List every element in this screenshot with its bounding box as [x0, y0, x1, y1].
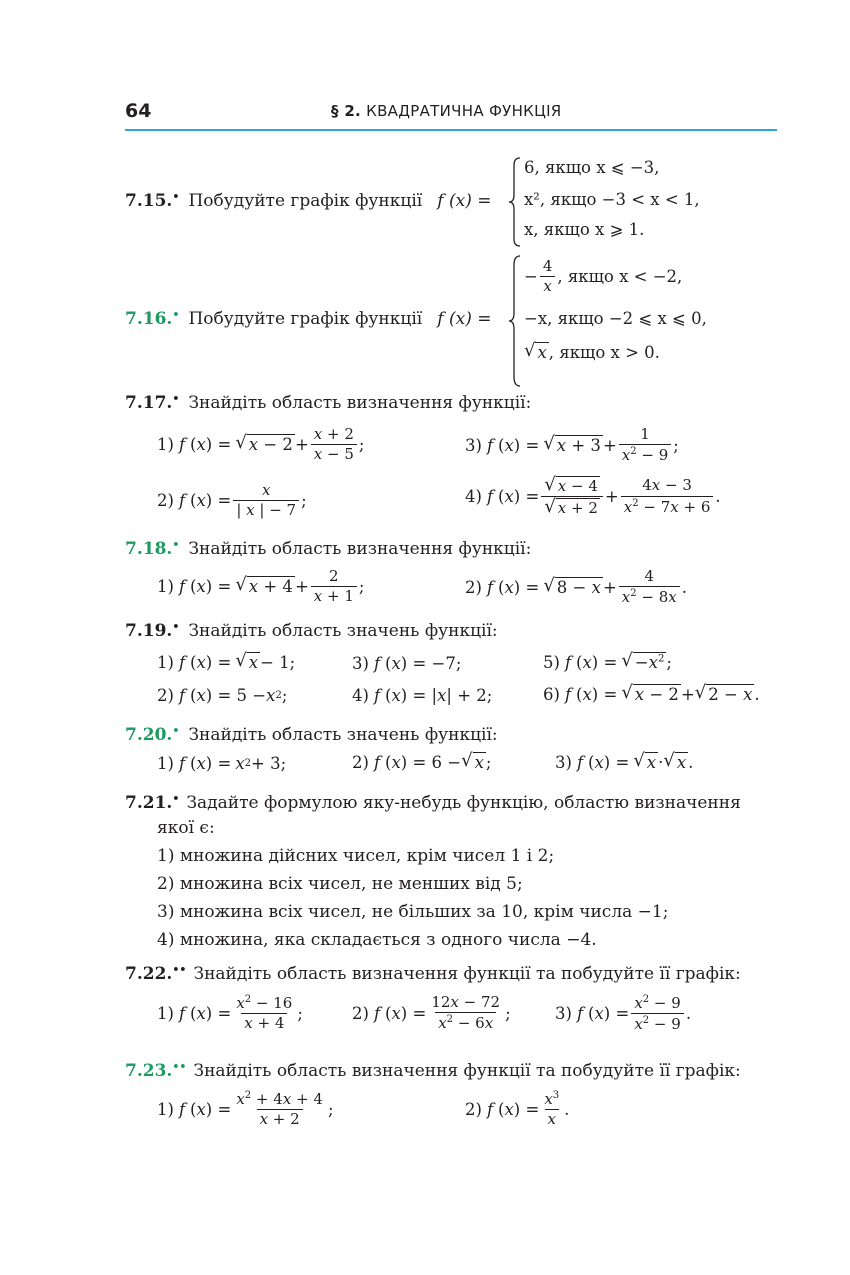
problem-number: 7.16. — [125, 309, 173, 329]
difficulty-dot: • — [172, 620, 180, 633]
problem-text: Задайте формулою яку-небудь функцію, областю визначення — [186, 793, 741, 813]
difficulty-dot: • — [172, 308, 180, 321]
case-line-3: √ x , якщо x > 0. — [524, 340, 660, 362]
problem-7-19 — [125, 620, 498, 641]
page-number: 64 — [125, 100, 152, 122]
case-line-2: −x, якщо −2 ⩽ x ⩽ 0, — [524, 309, 707, 328]
difficulty-dots: •• — [172, 1060, 187, 1073]
fraction: $\frac{4}{x}$ — [540, 258, 556, 296]
difficulty-dots: •• — [172, 963, 187, 976]
difficulty-dot: • — [172, 792, 180, 805]
exercise-item: 2) f ( x ) = $\frac{x^3}{x}$ . — [465, 1090, 570, 1129]
exercise-item: 6) f ( x ) = √ x − 2 + √ 2 − x . — [543, 682, 760, 704]
section-title: КВАДРАТИЧНА ФУНКЦІЯ — [366, 102, 562, 120]
exercise-item: 4) f ( x ) = √ x − 4 √ x + 2 + $\frac{4x - 3}{x^2 - 7x + 6}$ . — [465, 474, 721, 517]
problem-number: 7.17. — [125, 393, 173, 413]
running-title — [331, 102, 562, 120]
section-mark: § 2. — [331, 102, 362, 120]
problem-text: Знайдіть область визначення функції та побудуйте її графік: — [193, 964, 741, 984]
problem-text: Знайдіть область значень функції: — [188, 621, 498, 641]
problem-7-15 — [125, 190, 491, 211]
problem-text: Знайдіть область визначення функції та побудуйте її графік: — [193, 1061, 741, 1081]
problem-number: 7.22. — [125, 964, 173, 984]
problem-7-16 — [125, 308, 491, 329]
piecewise-brace — [508, 255, 522, 387]
problem-7-18 — [125, 538, 531, 559]
exercise-item: 1) f ( x ) = √ x + 4 + $\frac{2}{x + 1}$ ; — [157, 567, 365, 606]
problem-text-cont: якої є: — [157, 818, 215, 838]
exercise-item: 4) f ( x ) = | x | + 2; — [352, 686, 493, 705]
problem-number: 7.23. — [125, 1061, 173, 1081]
problem-number: 7.19. — [125, 621, 173, 641]
exercise-item: 3) множина всіх чисел, не більших за 10, крім числа −1; — [157, 902, 669, 922]
exercise-item: 2) f ( x ) = 6 − √ x ; — [352, 750, 492, 772]
problem-number: 7.21. — [125, 793, 173, 813]
exercise-item: 2) f ( x ) = √ 8 − x + $\frac{4}{x^2 - 8x}$ . — [465, 567, 687, 607]
square-root: √ x — [524, 340, 547, 362]
function-lhs: f (x) = — [437, 191, 492, 211]
exercise-item: 1) множина дійсних чисел, крім чисел 1 і 2; — [157, 846, 555, 866]
exercise-item: 3) f ( x ) = $\frac{x^2 - 9}{x^2 - 9}$ . — [555, 994, 692, 1034]
case-line-2: x², якщо −3 < x < 1, — [524, 190, 700, 209]
function-lhs: f (x) = — [437, 309, 492, 329]
difficulty-dot: • — [172, 724, 180, 737]
difficulty-dot: • — [172, 538, 180, 551]
exercise-item: 1) f ( x ) = √ x − 1; — [157, 650, 296, 672]
exercise-item: 3) f ( x ) = √ x · √ x . — [555, 750, 694, 772]
header-rule — [125, 129, 777, 131]
problem-text: Побудуйте графік функції — [188, 191, 423, 211]
page-header — [125, 100, 777, 130]
exercise-item: 5) f ( x ) = √ $-x^2$ ; — [543, 650, 672, 672]
exercise-item: 2) f ( x ) = $\frac{x}{| x | - 7}$ ; — [157, 481, 307, 520]
problem-number: 7.15. — [125, 191, 173, 211]
problem-text: Знайдіть область визначення функції: — [188, 539, 532, 559]
piecewise-brace — [508, 157, 522, 247]
exercise-item: 3) f ( x ) = √ x + 3 + $\frac{1}{x^2 - 9}$ ; — [465, 425, 679, 465]
difficulty-dot: • — [172, 392, 180, 405]
problem-number: 7.18. — [125, 539, 173, 559]
exercise-item: 2) f ( x ) = 5 − x 2 ; — [157, 686, 288, 705]
exercise-item: 1) f ( x ) = $\frac{x^2 + 4x + 4}{x + 2}$ ; — [157, 1090, 334, 1129]
exercise-item: 2) f ( x ) = $\frac{12x - 72}{x^2 - 6x}$ ; — [352, 993, 511, 1033]
problem-text: Побудуйте графік функції — [188, 309, 423, 329]
problem-7-20 — [125, 724, 498, 745]
exercise-item: 4) множина, яка складається з одного числа −4. — [157, 930, 597, 950]
exercise-item: 1) f ( x ) = √ x − 2 + $\frac{x + 2}{x - 5}$ ; — [157, 425, 365, 464]
difficulty-dot: • — [172, 190, 180, 203]
exercise-item: 1) f ( x ) = $\frac{x^2 - 16}{x + 4}$ ; — [157, 994, 303, 1033]
exercise-item: 2) множина всіх чисел, не менших від 5; — [157, 874, 523, 894]
problem-text: Знайдіть область значень функції: — [188, 725, 498, 745]
case-line-1: 6, якщо x ⩽ −3, — [524, 158, 660, 177]
problem-text: Знайдіть область визначення функції: — [188, 393, 532, 413]
problem-number: 7.20. — [125, 725, 173, 745]
case-line-3: x, якщо x ⩾ 1. — [524, 220, 645, 239]
case-line-1: − $\frac{4}{x}$ , якщо x < −2, — [524, 257, 683, 296]
problem-7-21 — [125, 792, 741, 813]
exercise-item: 3) f ( x ) = −7; — [352, 654, 462, 673]
exercise-item: 1) f ( x ) = x 2 + 3; — [157, 754, 287, 773]
problem-7-22 — [125, 963, 741, 984]
problem-7-17 — [125, 392, 531, 413]
problem-7-23 — [125, 1060, 741, 1081]
